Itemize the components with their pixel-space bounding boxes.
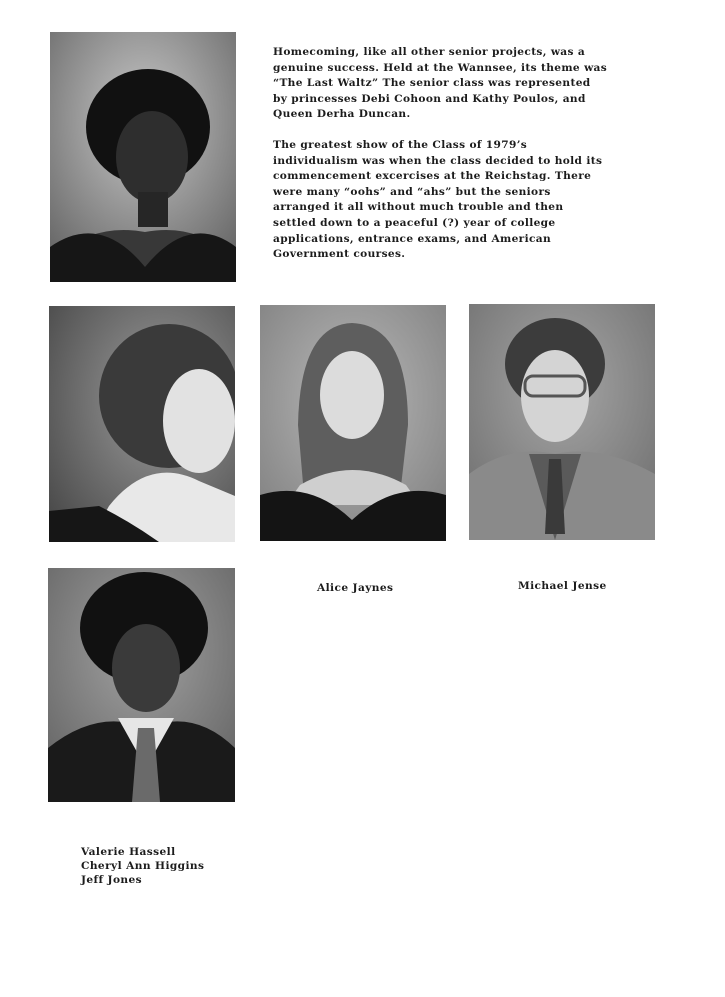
- portrait-illustration: [469, 304, 655, 540]
- portrait-illustration: [260, 305, 446, 541]
- paragraph-commencement: The greatest show of the Class of 1979’s individualism was when the class decided to hold its commencement excercises at the Reichstag. There were many “oohs” and “ahs” but the seniors arranged it all without much trouble and then settled down to a peaceful (?) year of college applications, entrance exams, and American Government courses.: [273, 138, 603, 261]
- portrait-illustration: [48, 568, 235, 802]
- portrait-photo-5: [48, 568, 235, 802]
- caption-michael-jense: Michael Jense: [518, 580, 607, 592]
- portrait-illustration: [49, 306, 235, 542]
- portrait-photo-michael-jense: [469, 304, 655, 540]
- portrait-photo-1: [50, 32, 236, 282]
- portrait-photo-alice-jaynes: [260, 305, 446, 541]
- name-list-item: Jeff Jones: [81, 874, 143, 886]
- name-list-item: Cheryl Ann Higgins: [81, 860, 205, 872]
- caption-alice-jaynes: Alice Jaynes: [317, 582, 394, 594]
- portrait-photo-2: [49, 306, 235, 542]
- article-text: [273, 45, 608, 278]
- name-list-item: Valerie Hassell: [81, 846, 176, 858]
- paragraph-homecoming: Homecoming, like all other senior projects, was a genuine success. Held at the Wannsee, its theme was “The Last Waltz” The senior class was represented by princesses Debi Cohoon and Kathy Poulos, and Queen Derha Duncan.: [273, 46, 608, 121]
- name-list: [81, 845, 204, 887]
- portrait-illustration: [50, 32, 236, 282]
